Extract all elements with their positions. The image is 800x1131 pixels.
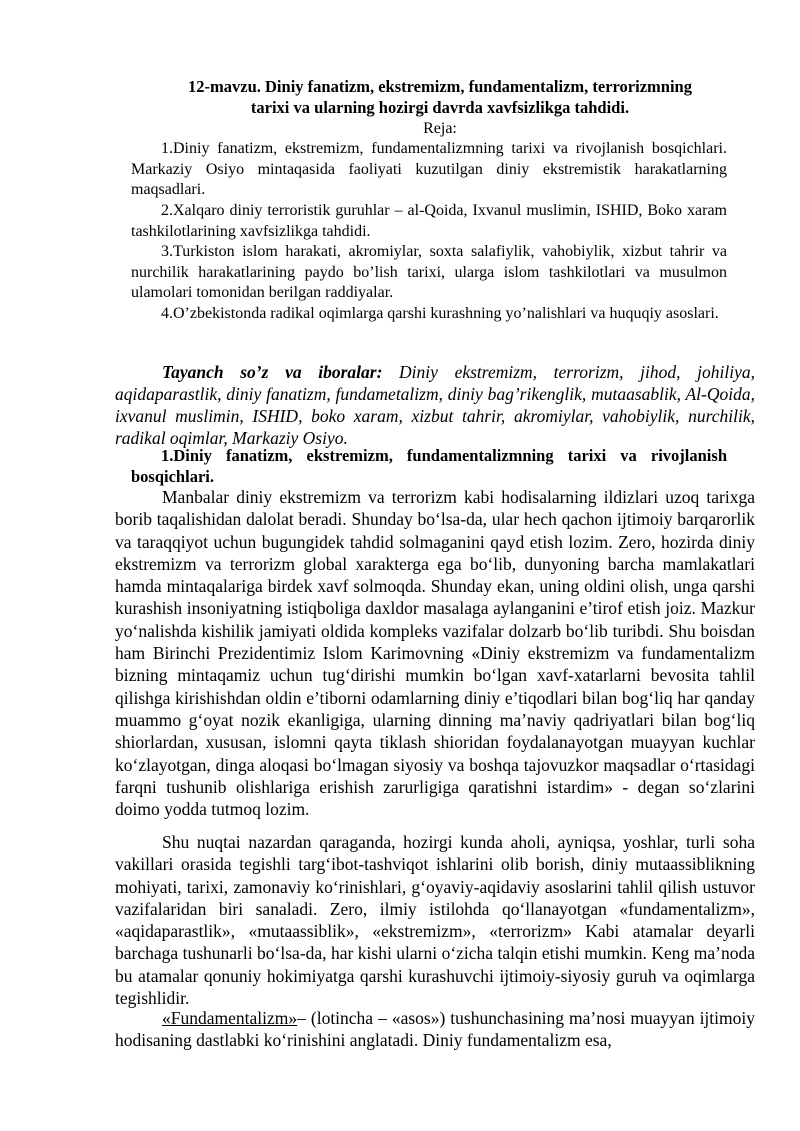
body-paragraph-2: Shu nuqtai nazardan qaraganda, hozirgi kunda aholi, ayniqsa, yoshlar, turli soha vakillari orasida tegishli targ‘ibot-tashviqot ishlarini olib borish, diniy mutaassiblikning mohiyati, tarixi, zamonaviy ko‘rinishlari, g‘oyaviy-aqidaviy asoslarini tahlil qilish ustuvor vazifalaridan biri sanaladi. Zero, ilmiy istilohda qo‘llanayotgan «fundamentalizm», «aqidaparastlik», «mutaassiblik», «ekstremizm», «terrorizm» Kabi atamalar deyarli barchaga tushunarli bo‘lsa-da, har kishi ularni o‘zicha talqin etishi mumkin. Keng ma’noda bu atamalar qonuniy hokimiyatga qarshi kurashuvchi ijtimoiy-siyosiy guruh va oqimlarga tegishlidir. [115, 832, 755, 1009]
plan-item-3: 3.Turkiston islom harakati, akromiylar, soxta salafiylik, vahobiylik, xizbut tahrir va nurchilik harakatlarining paydo bo’lish tarixi, ularga islom tashkilotlari va musulmon ulamolari tomonidan berilgan raddiyalar. [131, 243, 727, 301]
plan-item-1: 1.Diniy fanatizm, ekstremizm, fundamentalizmning tarixi va rivojlanish bosqichlari. Markaziy Osiyo mintaqasida faoliyati kuzutilgan diniy ekstremistik harakatlarning maqsadlari. [131, 140, 727, 198]
plan-item-4: 4.O’zbekistonda radikal oqimlarga qarshi kurashning yo’nalishlari va huquqiy asoslari. [161, 305, 719, 322]
keywords-label: Tayanch so’z va iboralar: [162, 362, 383, 382]
fundamentalism-term: «Fundamentalizm» [162, 1008, 298, 1028]
fundamentalism-definition: – (lotincha – «asos») tushunchasining ma’nosi muayyan ijtimoiy hodisaning dastlabki ko‘rinishini anglatadi. Diniy fundamentalizm esa, [115, 1008, 755, 1051]
page-title [150, 76, 730, 118]
title-line-2: tarixi va ularning hozirgi davrda xavfsizlikga tahdidi. [250, 98, 630, 117]
title-line-1: 12-mavzu. Diniy fanatizm, ekstremizm, fundamentalizm, terrorizmning [188, 77, 692, 96]
section-heading: 1.Diniy fanatizm, ekstremizm, fundamentalizmning tarixi va rivojlanish bosqichlari. [131, 446, 727, 486]
plan-heading: Reja: [423, 120, 457, 137]
body-paragraph-3 [115, 1007, 755, 1052]
keywords-text: Diniy ekstremizm, terrorizm, jihod, johiliya, aqidaparastlik, diniy fanatizm, fundametalizm, diniy bag’rikenglik, mutaasablik, Al-Qoida, ixvanul muslimin, ISHID, boko xaram, xizbut tahrir, akromiylar, vahobiylik, nurchilik, radikal oqimlar, Markaziy Osiyo. [115, 362, 755, 448]
keywords-paragraph [115, 361, 755, 449]
body-paragraph-1: Manbalar diniy ekstremizm va terrorizm kabi hodisalarning ildizlari uzoq tarixga borib taqalishidan dalolat beradi. Shunday bo‘lsa-da, ular hech qachon ijtimoiy barqarorlik va taraqqiyot uchun bugungidek tahdid solmaganini qayd etish lozim. Zero, hozirda diniy ekstremizm va terrorizm global xarakterga ega bo‘lib, dunyoning barcha mamlakatlari hamda mintaqalariga birdek xavf solmoqda. Shunday ekan, uning oldini olish, unga qarshi kurashish insoniyatning istiqboliga daxldor masalaga aylanganini e’tirof etish joiz. Mazkur yo‘nalishda kishilik jamiyati oldida kompleks vazifalar dolzarb bo‘lib turibdi. Shu boisdan ham Birinchi Prezidentimiz Islom Karimovning «Diniy ekstremizm va fundamentalizm bizning mintaqamiz uchun tug‘dirishi mumkin bo‘lgan xavf-xatarlarni bevosita tahlil qilishga kirishishdan oldin e’tiborni odamlarning diniy e’tiqodlari bilan bog‘liq har qanday muammo g‘oyat nozik ekanligiga, ularning dinning ma’naviy qadriyatlari bilan bog‘liq shiorlardan, xususan, islomni qayta tiklash shioridan foydalanayotgan muayyan kuchlar ko‘zlayotgan, dinga aloqasi bo‘lmagan siyosiy va boshqa tajovuzkor maqsadlar o‘rtasidagi farqni tushunib olishlariga erishish zarurligiga qaratishni istardim» - degan so‘zlarini doimo yodda tutmoq lozim. [115, 487, 755, 820]
plan-item-2: 2.Xalqaro diniy terroristik guruhlar – al-Qoida, Ixvanul muslimin, ISHID, Boko xaram tashkilotlarining xavfsizlikga tahdidi. [131, 202, 727, 240]
